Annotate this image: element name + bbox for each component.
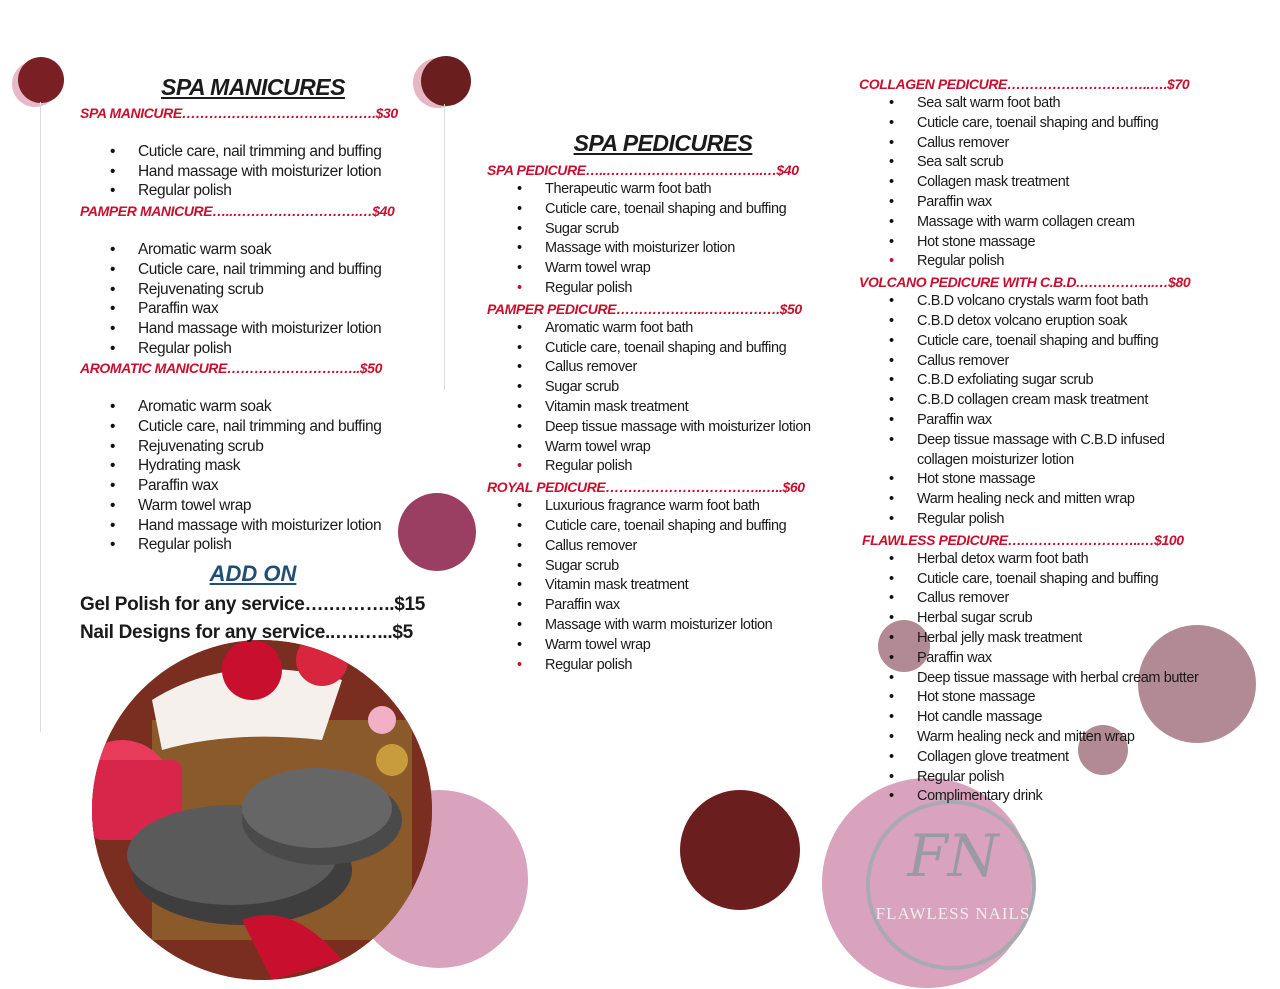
list-item: • Regular polish: [80, 181, 440, 201]
spa-pedicures-column: [487, 130, 847, 675]
service-spa-pedicure: SPA PEDICURE…..……………………………..…$40: [487, 162, 799, 178]
royal-pedicure-list: [487, 497, 847, 675]
list-item: • Cuticle care, toenail shaping and buffing: [487, 517, 847, 537]
list-item: • Hand massage with moisturizer lotion: [80, 319, 440, 339]
addon-nail-designs: Nail Designs for any service..….…...$5: [80, 621, 413, 643]
collagen-pedicure-list: [859, 94, 1259, 272]
list-item: • Warm towel wrap: [487, 259, 847, 279]
service-royal-pedicure: ROYAL PEDICURE……………………………..…..$60: [487, 479, 805, 496]
list-item: • Aromatic warm soak: [80, 397, 440, 417]
list-item: • Vitamin mask treatment: [487, 398, 847, 418]
list-item: • Collagen glove treatment: [859, 748, 1259, 768]
aromatic-manicure-list: [80, 397, 440, 555]
list-item: • Regular polish: [487, 457, 847, 477]
list-item: • Sea salt warm foot bath: [859, 94, 1259, 114]
service-spa-manicure: SPA MANICURE…………………………………….$30: [80, 105, 398, 121]
list-item: • Aromatic warm soak: [80, 240, 440, 260]
list-item: • Callus remover: [487, 358, 847, 378]
list-item: • Callus remover: [859, 352, 1259, 372]
list-item: • Cuticle care, toenail shaping and buffing: [859, 114, 1259, 134]
list-item: • Hot stone massage: [859, 470, 1259, 490]
list-item: • Hand massage with moisturizer lotion: [80, 162, 440, 182]
list-item: • Deep tissue massage with herbal cream butter: [859, 669, 1259, 689]
middle-divider: [444, 104, 445, 390]
spa-pedicures-title: SPA PEDICURES: [573, 130, 753, 156]
list-item: • Hand massage with moisturizer lotion: [80, 516, 440, 536]
list-item: • Paraffin wax: [859, 411, 1259, 431]
list-item: • Cuticle care, toenail shaping and buffing: [859, 332, 1259, 352]
list-item: • Paraffin wax: [80, 476, 440, 496]
list-item: • Cuticle care, nail trimming and buffing: [80, 260, 440, 280]
list-item: • Regular polish: [859, 510, 1259, 530]
service-collagen-pedicure: COLLAGEN PEDICURE…………………………..….$70: [859, 76, 1190, 92]
list-item: • Paraffin wax: [80, 299, 440, 319]
volcano-pedicure-list: [859, 292, 1259, 530]
list-item: • Collagen mask treatment: [859, 173, 1259, 193]
service-flawless-pedicure: FLAWLESS PEDICURE….……………………..…$100: [862, 531, 1184, 548]
list-item: • Regular polish: [487, 279, 847, 299]
flawless-nails-logo: [858, 800, 1048, 970]
list-item: • C.B.D volcano crystals warm foot bath: [859, 292, 1259, 312]
service-pamper-pedicure: PAMPER PEDICURE………………..…….……….$50: [487, 300, 802, 317]
list-item: • Warm towel wrap: [487, 438, 847, 458]
spa-manicure-list: [80, 142, 440, 201]
logo-text: FLAWLESS NAILS: [875, 904, 1031, 923]
left-divider: [40, 102, 41, 732]
list-item: • Rejuvenating scrub: [80, 280, 440, 300]
dark-red-circle-top-left: [18, 57, 64, 103]
list-item: • Hot candle massage: [859, 708, 1259, 728]
list-item: • Warm healing neck and mitten wrap: [859, 728, 1259, 748]
list-item: • Hot stone massage: [859, 233, 1259, 253]
list-item: • Paraffin wax: [859, 193, 1259, 213]
list-item: • Callus remover: [859, 589, 1259, 609]
list-item: • Deep tissue massage with moisturizer lotion: [487, 418, 847, 438]
list-item: • Massage with warm collagen cream: [859, 213, 1259, 233]
list-item: • Paraffin wax: [859, 649, 1259, 669]
list-item: • Cuticle care, nail trimming and buffing: [80, 142, 440, 162]
list-item-continued: collagen moisturizer lotion: [917, 451, 1074, 468]
service-pamper-manicure: PAMPER MANICURE…..……………………….…$40: [80, 203, 395, 220]
list-item: • Regular polish: [80, 535, 440, 555]
list-item: • Massage with moisturizer lotion: [487, 239, 847, 259]
list-item: • Sugar scrub: [487, 378, 847, 398]
list-item: • Deep tissue massage with C.B.D infused: [859, 431, 1259, 451]
list-item: • Massage with warm moisturizer lotion: [487, 616, 847, 636]
list-item: • Paraffin wax: [487, 596, 847, 616]
list-item: • Sea salt scrub: [859, 153, 1259, 173]
list-item: • Regular polish: [487, 656, 847, 676]
list-item: • Callus remover: [487, 537, 847, 557]
addon-gel-polish: Gel Polish for any service….………..$15: [80, 593, 426, 615]
flawless-pedicure-list: [859, 550, 1259, 807]
list-item: • Regular polish: [859, 768, 1259, 788]
list-item: • Warm towel wrap: [487, 636, 847, 656]
pamper-manicure-list: [80, 240, 440, 358]
maroon-circle-bottom-middle: [680, 790, 800, 910]
logo-monogram: FN: [907, 822, 999, 890]
service-volcano-pedicure: VOLCANO PEDICURE WITH C.B.D.……………..…$80: [859, 274, 1191, 291]
list-item: • Sugar scrub: [487, 220, 847, 240]
list-item: • C.B.D collagen cream mask treatment: [859, 391, 1259, 411]
list-item: • Herbal jelly mask treatment: [859, 629, 1259, 649]
list-item: • C.B.D exfoliating sugar scrub: [859, 371, 1259, 391]
spa-manicures-title: SPA MANICURES: [161, 74, 345, 100]
list-item: • Sugar scrub: [487, 557, 847, 577]
list-item: • C.B.D detox volcano eruption soak: [859, 312, 1259, 332]
spa-pedicure-list: [487, 180, 847, 299]
list-item: • Callus remover: [859, 134, 1259, 154]
list-item: • Hot stone massage: [859, 688, 1259, 708]
service-aromatic-manicure: AROMATIC MANICURE…………………….…..$50: [80, 360, 382, 377]
add-on-title: ADD ON: [209, 560, 297, 586]
list-item: • Rejuvenating scrub: [80, 437, 440, 457]
list-item: • Warm healing neck and mitten wrap: [859, 490, 1259, 510]
list-item: • Hydrating mask: [80, 456, 440, 476]
list-item: • Vitamin mask treatment: [487, 576, 847, 596]
list-item: • Cuticle care, nail trimming and buffing: [80, 417, 440, 437]
list-item: • Cuticle care, toenail shaping and buffing: [487, 339, 847, 359]
list-item: • Cuticle care, toenail shaping and buffing: [487, 200, 847, 220]
list-item: • Aromatic warm foot bath: [487, 319, 847, 339]
list-item: • Herbal detox warm foot bath: [859, 550, 1259, 570]
spa-photo: [92, 640, 432, 980]
list-item: • Luxurious fragrance warm foot bath: [487, 497, 847, 517]
premium-pedicures-column: [859, 74, 1259, 807]
list-item: • Complimentary drink: [859, 787, 1259, 807]
pamper-pedicure-list: [487, 319, 847, 477]
list-item: • Therapeutic warm foot bath: [487, 180, 847, 200]
list-item: • Regular polish: [80, 339, 440, 359]
list-item: • Warm towel wrap: [80, 496, 440, 516]
list-item: • Cuticle care, toenail shaping and buffing: [859, 570, 1259, 590]
list-item: • Regular polish: [859, 252, 1259, 272]
list-item: • Herbal sugar scrub: [859, 609, 1259, 629]
spa-manicures-column: [80, 74, 440, 647]
